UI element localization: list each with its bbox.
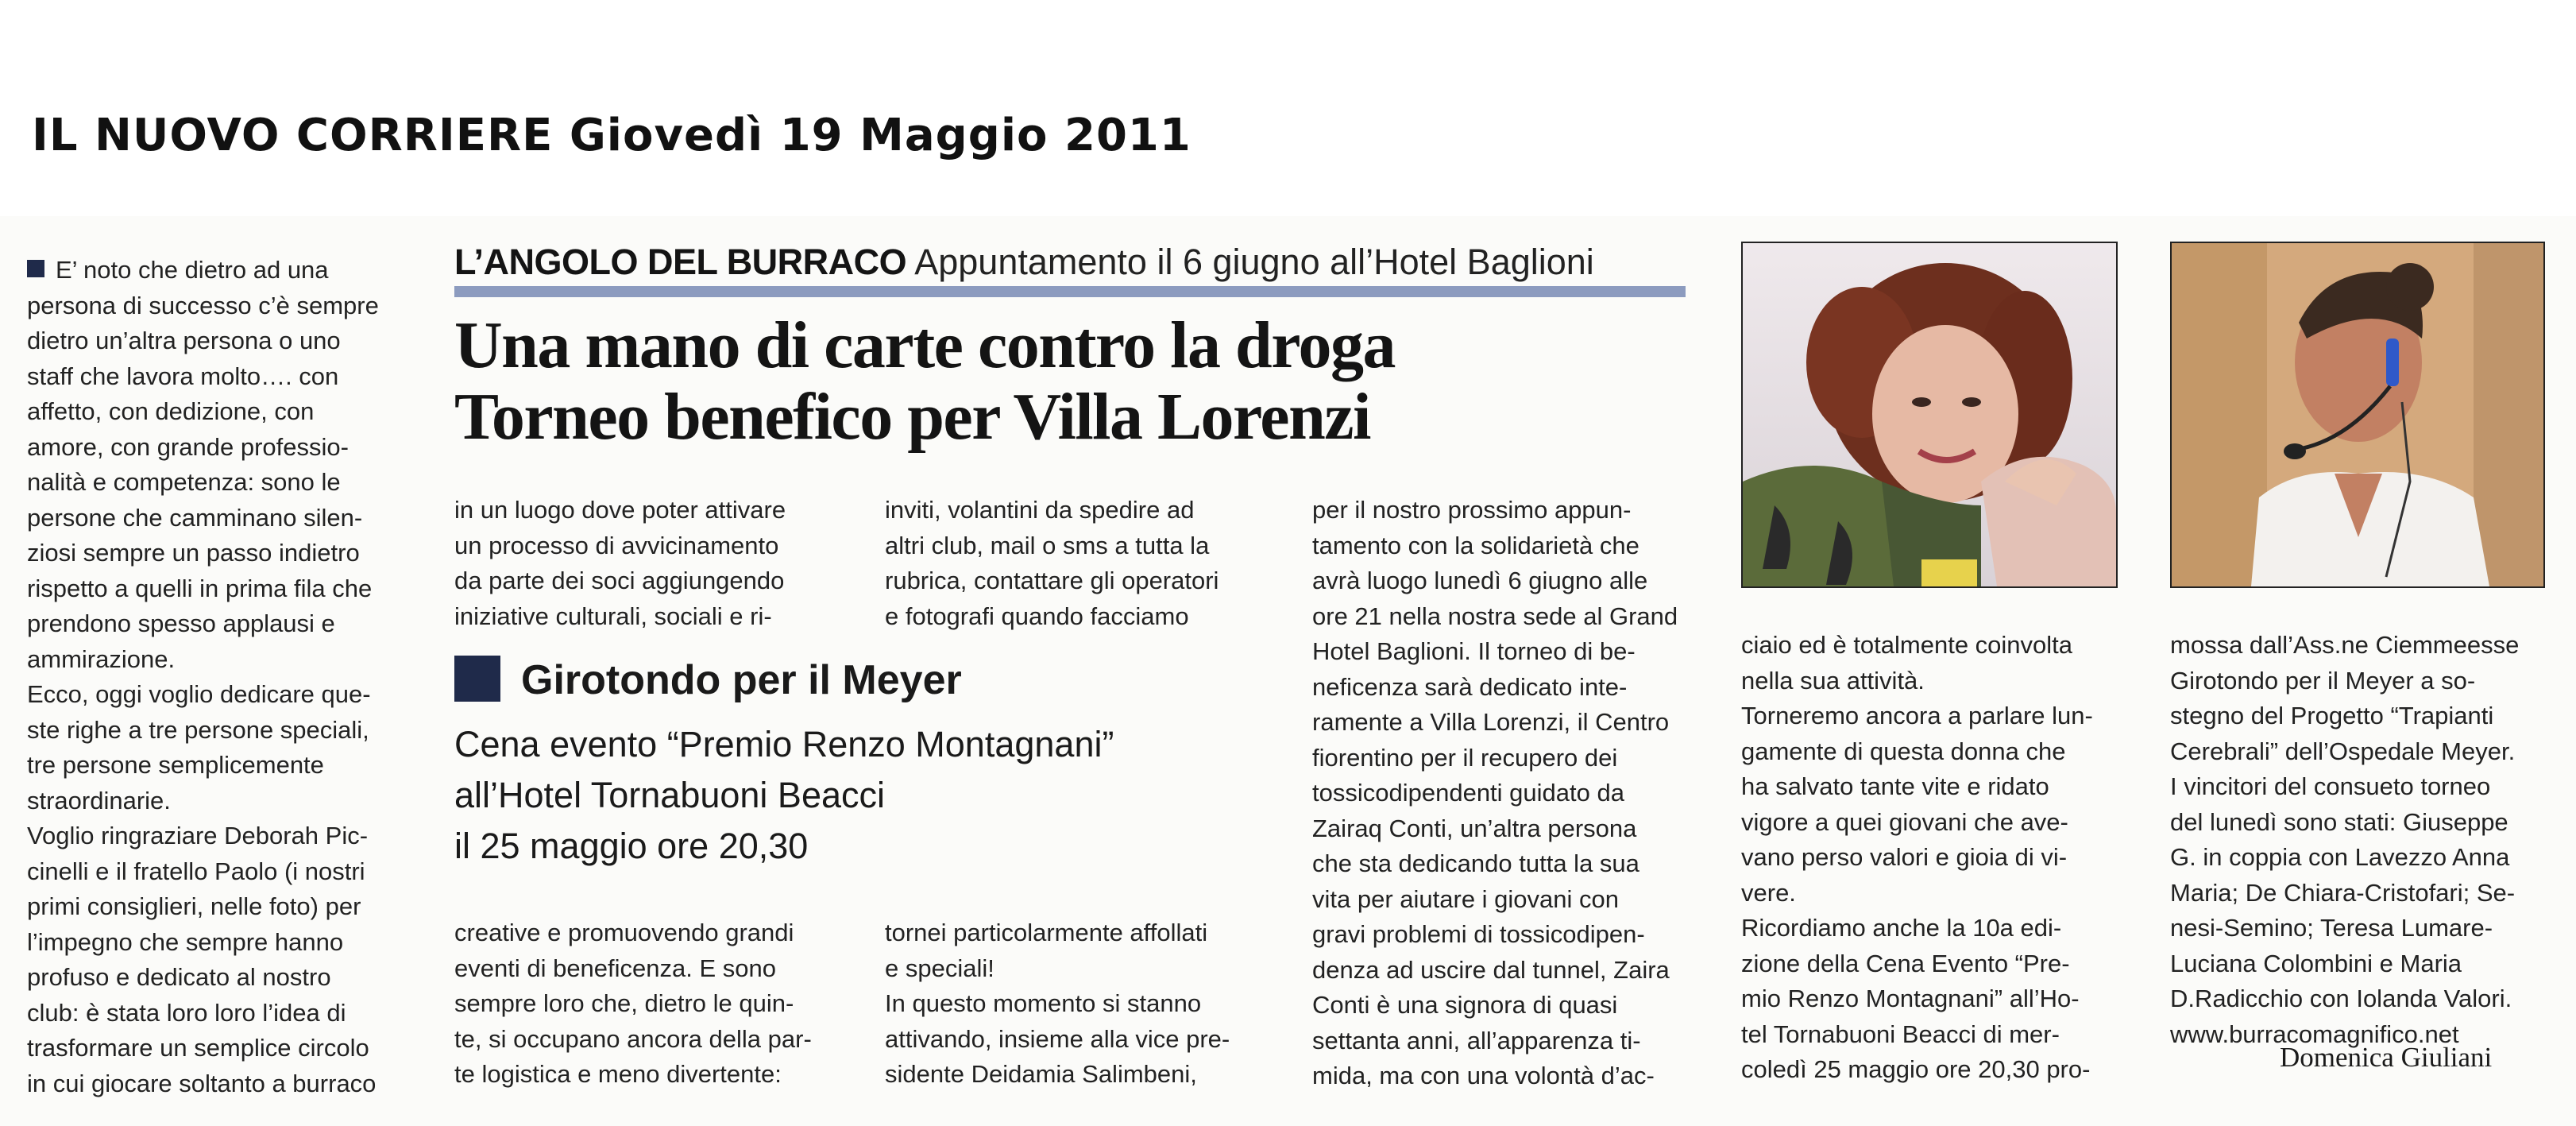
- column-line: altri club, mail o sms a tutta la: [885, 531, 1210, 559]
- sidebar-line: ziosi sempre un passo indietro: [27, 539, 360, 567]
- column-line: e fotografi quando facciamo: [885, 602, 1189, 630]
- column-line: gamente di questa donna che: [1741, 737, 2066, 765]
- byline: Domenica Giuliani: [2280, 1042, 2493, 1073]
- column-line: tel Tornabuoni Beacci di mer-: [1741, 1020, 2060, 1048]
- box-title: [454, 652, 962, 709]
- column-line: Girotondo per il Meyer a so-: [2170, 666, 2476, 695]
- column-3-bottom: [885, 915, 1262, 1093]
- column-2-bottom: [454, 915, 834, 1093]
- event-line-2: all’Hotel Tornabuoni Beacci: [454, 775, 885, 815]
- column-line: tamento con la solidarietà che: [1312, 531, 1639, 559]
- sidebar-line: rispetto a quelli in prima fila che: [27, 574, 373, 602]
- column-line: G. in coppia con Lavezzo Anna: [2170, 843, 2510, 871]
- column-line: Conti è una signora di quasi: [1312, 991, 1618, 1019]
- sidebar-line: cinelli e il fratello Paolo (i nostri: [27, 857, 365, 885]
- kicker-rule: [454, 286, 1686, 297]
- sidebar-line: tre persone semplicemente: [27, 751, 324, 779]
- column-line: te logistica e meno divertente:: [454, 1060, 782, 1088]
- column-line: zione della Cena Evento “Pre-: [1741, 949, 2070, 977]
- column-line: Maria; De Chiara-Cristofari; Se-: [2170, 878, 2516, 907]
- column-line: fiorentino per il recupero dei: [1312, 743, 1618, 772]
- sidebar-line: profuso e dedicato al nostro: [27, 963, 331, 991]
- sidebar-line: in cui giocare soltanto a burraco: [27, 1069, 377, 1097]
- box-title-text: Girotondo per il Meyer: [521, 657, 962, 703]
- sidebar-line: straordinarie.: [27, 786, 171, 815]
- column-line: vita per aiutare i giovani con: [1312, 884, 1620, 913]
- column-line: D.Radicchio con Iolanda Valori.: [2170, 985, 2512, 1012]
- masthead: IL NUOVO CORRIERE Giovedì 19 Maggio 2011: [32, 110, 1191, 161]
- section-kicker: [454, 238, 1686, 286]
- column-line: attivando, insieme alla vice pre-: [885, 1024, 1230, 1053]
- column-line: gravi problemi di tossicodipen-: [1312, 920, 1645, 948]
- column-line: mida, ma con una volontà d’ac-: [1312, 1062, 1655, 1089]
- column-line: In questo momento si stanno: [885, 989, 1202, 1017]
- sidebar-line: prendono spesso applausi e: [27, 609, 335, 637]
- column-line: Luciana Colombini e Maria: [2170, 949, 2462, 977]
- event-line-1: Cena evento “Premio Renzo Montagnani”: [454, 724, 1114, 764]
- column-line: del lunedì sono stati: Giuseppe: [2170, 807, 2508, 836]
- photo-woman: [1741, 242, 2118, 588]
- column-line: ha salvato tante vite e ridato: [1741, 772, 2049, 800]
- column-line: rubrica, contattare gli operatori: [885, 567, 1219, 594]
- sidebar-line: trasformare un semplice circolo: [27, 1034, 369, 1062]
- column-line: e speciali!: [885, 954, 994, 982]
- kicker-subtitle: Appuntamento il 6 giugno all’Hotel Baglioni: [914, 242, 1594, 282]
- headline-line-1: Una mano di carte contro la droga: [454, 308, 1396, 382]
- column-line: da parte dei soci aggiungendo: [454, 567, 785, 594]
- column-line: che sta dedicando tutta la sua: [1312, 849, 1639, 877]
- column-line: Cerebrali” dell’Ospedale Meyer.: [2170, 737, 2516, 765]
- column-line: tornei particolarmente affollati: [885, 919, 1208, 946]
- column-line: settanta anni, all’apparenza ti-: [1312, 1026, 1641, 1054]
- column-line: in un luogo dove poter attivare: [454, 496, 786, 524]
- kicker-section: L’ANGOLO DEL BURRACO: [454, 242, 907, 282]
- headline: [454, 310, 1694, 453]
- event-box: [454, 719, 1288, 872]
- column-line: mossa dall’Ass.ne Ciemmeesse: [2170, 631, 2520, 659]
- column-line: ciaio ed è totalmente coinvolta: [1741, 631, 2073, 659]
- column-line: nella sua attività.: [1741, 666, 1925, 695]
- portrait-illustration-2: [2172, 243, 2543, 586]
- square-bullet-icon: [27, 260, 44, 277]
- sidebar-line: ste righe a tre persone speciali,: [27, 715, 369, 744]
- column-line: www.burracomagnifico.net: [2170, 1020, 2459, 1048]
- column-6: [2170, 628, 2543, 1052]
- column-5: [1741, 628, 2119, 1088]
- column-line: Torneremo ancora a parlare lun-: [1741, 702, 2093, 729]
- event-line-3: il 25 maggio ore 20,30: [454, 826, 809, 866]
- sidebar-line: club: è stata loro loro l’idea di: [27, 998, 346, 1027]
- sidebar-line: nalità e competenza: sono le: [27, 468, 341, 496]
- column-4: [1312, 493, 1692, 1094]
- portrait-illustration: [1743, 243, 2116, 586]
- column-line: vano perso valori e gioia di vi-: [1741, 843, 2068, 871]
- column-line: vigore a quei giovani che ave-: [1741, 807, 2068, 836]
- sidebar-line: staff che lavora molto…. con: [27, 362, 339, 390]
- column-line: coledì 25 maggio ore 20,30 pro-: [1741, 1055, 2091, 1083]
- sidebar-line: l’impegno che sempre hanno: [27, 927, 344, 956]
- column-line: sempre loro che, dietro le quin-: [454, 989, 794, 1017]
- column-line: inviti, volantini da spedire ad: [885, 496, 1195, 524]
- column-line: vere.: [1741, 878, 1796, 907]
- photo-man: [2170, 242, 2545, 588]
- sidebar-line: Ecco, oggi voglio dedicare que-: [27, 680, 371, 708]
- column-line: ore 21 nella nostra sede al Grand: [1312, 602, 1678, 630]
- column-line: tossicodipendenti guidato da: [1312, 779, 1624, 807]
- column-line: un processo di avvicinamento: [454, 531, 779, 559]
- column-line: Hotel Baglioni. Il torneo di be-: [1312, 637, 1636, 665]
- column-line: Ricordiamo anche la 10a edi-: [1741, 914, 2062, 942]
- square-bullet-icon: [454, 656, 500, 702]
- sidebar-column: [27, 253, 404, 1101]
- column-line: stegno del Progetto “Trapianti: [2170, 702, 2494, 729]
- column-line: creative e promuovendo grandi: [454, 919, 794, 946]
- column-line: mio Renzo Montagnani” all’Ho-: [1741, 985, 2080, 1012]
- column-line: avrà luogo lunedì 6 giugno alle: [1312, 567, 1648, 594]
- column-2-top: [454, 493, 834, 634]
- column-line: denza ad uscire dal tunnel, Zaira: [1312, 955, 1670, 984]
- column-line: eventi di beneficenza. E sono: [454, 954, 776, 982]
- sidebar-line: amore, con grande professio-: [27, 432, 349, 461]
- sidebar-line: persone che camminano silen-: [27, 503, 363, 532]
- column-line: I vincitori del consueto torneo: [2170, 772, 2491, 800]
- column-3-top: [885, 493, 1262, 634]
- column-line: ramente a Villa Lorenzi, il Centro: [1312, 708, 1670, 736]
- column-line: Zairaq Conti, un’altra persona: [1312, 814, 1637, 842]
- sidebar-line: Voglio ringraziare Deborah Pic-: [27, 822, 369, 849]
- headline-line-2: Torneo benefico per Villa Lorenzi: [454, 380, 1370, 454]
- sidebar-line: primi consiglieri, nelle foto) per: [27, 892, 361, 920]
- text-line: E’ noto che dietro ad una: [56, 256, 329, 284]
- sidebar-line: dietro un’altra persona o uno: [27, 327, 341, 354]
- sidebar-line: affetto, con dedizione, con: [27, 397, 315, 425]
- sidebar-line: [27, 253, 404, 288]
- sidebar-line: ammirazione.: [27, 644, 176, 673]
- column-line: neficenza sarà dedicato inte-: [1312, 672, 1628, 701]
- column-line: iniziative culturali, sociali e ri-: [454, 602, 772, 630]
- column-line: sidente Deidamia Salimbeni,: [885, 1060, 1197, 1088]
- column-line: per il nostro prossimo appun-: [1312, 496, 1632, 524]
- column-line: nesi-Semino; Teresa Lumare-: [2170, 914, 2493, 942]
- sidebar-line: persona di successo c’è sempre: [27, 291, 379, 319]
- column-line: te, si occupano ancora della par-: [454, 1024, 812, 1053]
